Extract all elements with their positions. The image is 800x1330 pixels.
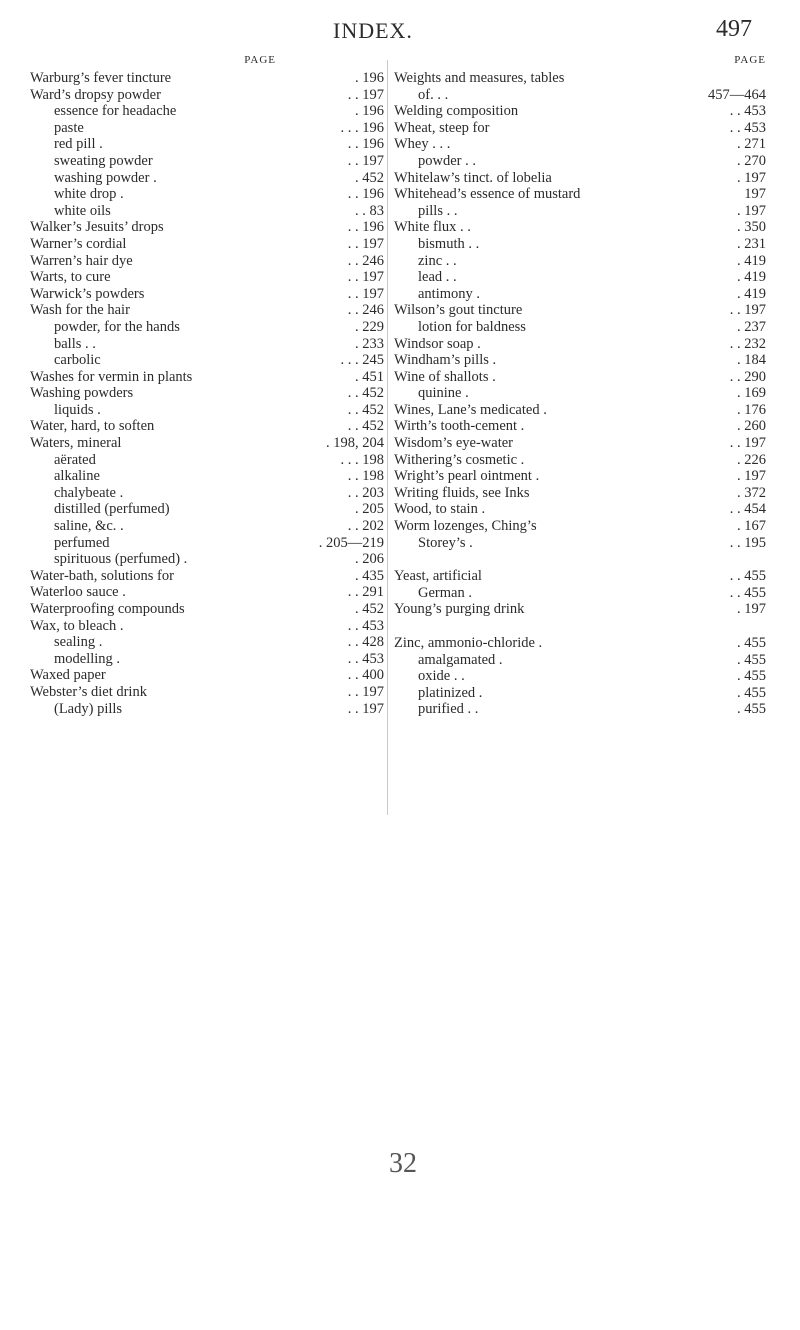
entry-page-ref: . 198, 204 <box>326 435 384 452</box>
entry-page-ref: . . 453 <box>729 103 766 120</box>
entry-term: purified . . <box>418 701 479 718</box>
entry-term: antimony . <box>418 285 481 302</box>
index-entry <box>30 501 384 518</box>
entry-term: amalgamated . <box>418 651 503 668</box>
entry-page-ref: . . 197 <box>347 86 384 103</box>
entry-page-ref: . 197 <box>737 202 766 219</box>
entry-page-ref: . 184 <box>737 352 766 369</box>
entry-term: Writing fluids, see Inks <box>394 484 530 501</box>
entry-page-ref: . . 196 <box>347 219 384 236</box>
entry-page-ref: 457—464 <box>708 86 766 103</box>
index-entry <box>30 153 384 170</box>
entry-page-ref: . 205—219 <box>318 534 384 551</box>
column-heading: PAGE <box>734 54 766 66</box>
index-entry <box>30 701 384 718</box>
index-entry <box>30 170 384 187</box>
entry-term: paste <box>54 119 84 136</box>
entry-page-ref: . 231 <box>737 235 766 252</box>
entry-page-ref: . 451 <box>355 368 384 385</box>
index-entry <box>394 518 766 535</box>
index-entry <box>30 269 384 286</box>
index-entry <box>394 269 766 286</box>
column-heading: PAGE <box>244 54 276 66</box>
index-entry <box>394 435 766 452</box>
entry-term: Withering’s cosmetic . <box>394 451 525 468</box>
index-entry <box>394 385 766 402</box>
index-column-left <box>30 53 384 717</box>
entry-page-ref: . 455 <box>737 635 766 651</box>
entry-page-ref: . 197 <box>737 468 766 485</box>
entry-term: Wright’s pearl ointment . <box>394 468 540 485</box>
entry-term: Washes for vermin in plants <box>30 368 193 385</box>
entry-term: alkaline <box>54 468 100 485</box>
entry-term: of. . . <box>418 86 449 103</box>
entry-page-ref: . . 453 <box>347 650 384 667</box>
entry-page-ref: . 419 <box>737 285 766 302</box>
index-entry <box>30 551 384 568</box>
entry-term: white oils <box>54 202 111 219</box>
page-header <box>0 14 800 44</box>
entry-page-ref: . 229 <box>355 318 384 335</box>
entry-term: white drop . <box>54 186 124 203</box>
index-entry <box>30 286 384 303</box>
entry-term: White flux . . <box>394 219 471 236</box>
entry-term: Wheat, steep for <box>394 119 490 136</box>
page-number: 497 <box>716 16 752 42</box>
entry-term: Weights and measures, tables <box>394 70 565 86</box>
entry-term: powder, for the hands <box>54 318 180 335</box>
index-column-right <box>394 53 766 718</box>
index-entry <box>30 319 384 336</box>
index-entry <box>394 601 766 618</box>
entry-term: zinc . . <box>418 252 457 269</box>
entry-page-ref: . 237 <box>737 318 766 335</box>
index-entry <box>30 352 384 369</box>
index-entry <box>394 501 766 518</box>
entry-term: red pill . <box>54 136 103 153</box>
index-entry <box>394 701 766 718</box>
entry-page-ref: . . 246 <box>347 302 384 319</box>
entry-term: Wax, to bleach . <box>30 617 124 634</box>
entry-page-ref: . . 196 <box>347 136 384 153</box>
index-entry <box>394 585 766 602</box>
entry-term: pills . . <box>418 202 458 219</box>
entry-page-ref: . . . 245 <box>340 352 384 369</box>
entry-term: Whitelaw’s tinct. of lobelia <box>394 169 552 186</box>
index-entries <box>30 70 384 717</box>
entry-term: Water-bath, solutions for <box>30 567 174 584</box>
entry-term: German . <box>418 584 472 601</box>
index-entry <box>30 385 384 402</box>
entry-term: Wood, to stain . <box>394 501 486 518</box>
entry-term: Washing powders <box>30 385 134 402</box>
entry-page-ref: . 197 <box>737 169 766 186</box>
index-entry <box>394 369 766 386</box>
entry-page-ref: . 260 <box>737 418 766 435</box>
index-entry <box>30 87 384 104</box>
entry-page-ref: . . 196 <box>347 186 384 203</box>
entry-page-ref: . . 246 <box>347 252 384 269</box>
entry-page-ref: . . 197 <box>347 235 384 252</box>
entry-page-ref: . 455 <box>737 701 766 718</box>
entry-page-ref: . . 197 <box>347 269 384 286</box>
entry-page-ref: . . 197 <box>729 302 766 319</box>
entry-term: spirituous (perfumed) . <box>54 551 188 568</box>
entry-page-ref: . 206 <box>355 551 384 568</box>
entry-page-ref: . 197 <box>737 601 766 618</box>
entry-term: sealing . <box>54 634 103 651</box>
index-entry <box>30 203 384 220</box>
entry-term: carbolic <box>54 352 101 369</box>
entry-term: Waterloo sauce . <box>30 584 126 601</box>
entry-page-ref: . . 197 <box>347 285 384 302</box>
index-entry <box>30 402 384 419</box>
index-entry <box>394 286 766 303</box>
index-entry <box>394 485 766 502</box>
entry-page-ref: . 435 <box>355 567 384 584</box>
entry-page-ref: . . 454 <box>729 501 766 518</box>
entry-page-ref: . 350 <box>737 219 766 236</box>
index-entry <box>394 136 766 153</box>
entry-page-ref: . 270 <box>737 152 766 169</box>
entry-page-ref: . . 453 <box>729 119 766 136</box>
column-divider <box>387 60 388 815</box>
index-entry <box>30 219 384 236</box>
index-entry <box>30 186 384 203</box>
entry-term: perfumed <box>54 534 110 551</box>
entry-term: Wine of shallots . <box>394 368 496 385</box>
entry-page-ref: . 419 <box>737 252 766 269</box>
entry-page-ref: . 233 <box>355 335 384 352</box>
entry-term: Water, hard, to soften <box>30 418 155 435</box>
entry-page-ref: . 226 <box>737 451 766 468</box>
index-entry <box>30 651 384 668</box>
entry-term: quinine . <box>418 385 469 402</box>
entry-page-ref: . . 83 <box>355 202 384 219</box>
entry-page-ref: . 167 <box>737 518 766 535</box>
entry-term: Zinc, ammonio-chloride . <box>394 635 543 651</box>
index-entry <box>30 302 384 319</box>
index-entry <box>394 668 766 685</box>
index-entry <box>30 336 384 353</box>
entry-page-ref: . . 455 <box>729 584 766 601</box>
index-entry <box>30 120 384 137</box>
index-entry <box>394 685 766 702</box>
entry-term: chalybeate . <box>54 484 124 501</box>
index-entry <box>394 236 766 253</box>
entry-term: washing powder . <box>54 169 157 186</box>
entry-page-ref: . . 202 <box>347 518 384 535</box>
index-entry <box>30 535 384 552</box>
index-entry <box>394 319 766 336</box>
index-entry <box>30 584 384 601</box>
entry-page-ref: . 372 <box>737 484 766 501</box>
entry-page-ref: . 196 <box>355 103 384 120</box>
index-entry <box>394 219 766 236</box>
entry-term: liquids . <box>54 401 101 418</box>
entry-page-ref: . 455 <box>737 684 766 701</box>
entry-term: balls . . <box>54 335 96 352</box>
entry-term: Waterproofing compounds <box>30 601 185 617</box>
entry-page-ref: . 452 <box>355 601 384 617</box>
index-entry <box>30 568 384 585</box>
entry-term: Warren’s hair dye <box>30 252 133 269</box>
entry-term: Yeast, artificial <box>394 568 482 585</box>
entry-term: Walker’s Jesuits’ drops <box>30 219 164 236</box>
entry-term: Worm lozenges, Ching’s <box>394 518 537 535</box>
index-entry <box>394 418 766 435</box>
entry-term: Warts, to cure <box>30 269 111 286</box>
entry-term: Welding composition <box>394 103 519 120</box>
entry-page-ref: . . 452 <box>347 401 384 418</box>
entry-page-ref: . 169 <box>737 385 766 402</box>
index-entry <box>30 667 384 684</box>
entry-page-ref: . . 452 <box>347 385 384 402</box>
index-entry <box>30 601 384 618</box>
entry-page-ref: . 176 <box>737 401 766 418</box>
index-entry <box>394 103 766 120</box>
entry-term: Warburg’s fever tincture <box>30 70 172 86</box>
index-entry <box>394 635 766 652</box>
entry-term: Storey’s . <box>418 534 473 551</box>
entry-term: Waxed paper <box>30 667 106 684</box>
entry-term: Young’s purging drink <box>394 601 525 618</box>
index-entry <box>394 153 766 170</box>
index-entry <box>394 402 766 419</box>
index-entry <box>394 302 766 319</box>
index-entry <box>394 170 766 187</box>
entry-page-ref: . . 197 <box>347 700 384 717</box>
entry-term: Windsor soap . <box>394 335 481 352</box>
index-entry <box>394 652 766 669</box>
index-entry <box>394 535 766 552</box>
entry-page-ref: . 419 <box>737 269 766 286</box>
index-entry <box>394 203 766 220</box>
index-entry <box>30 70 384 87</box>
index-entry <box>394 452 766 469</box>
entry-page-ref: . 452 <box>355 169 384 186</box>
entry-term: powder . . <box>418 152 476 169</box>
entry-term: distilled (perfumed) <box>54 501 170 518</box>
entry-term: oxide . . <box>418 668 465 685</box>
entry-term: Warner’s cordial <box>30 235 127 252</box>
entry-term: (Lady) pills <box>54 700 123 717</box>
entry-page-ref: . 196 <box>355 70 384 86</box>
entry-term: Whitehead’s essence of mustard <box>394 186 581 203</box>
index-entry <box>30 236 384 253</box>
entry-page-ref: . . . 198 <box>340 451 384 468</box>
entry-page-ref: . . 452 <box>347 418 384 435</box>
index-entry <box>30 485 384 502</box>
running-title: INDEX. <box>333 18 413 43</box>
index-entry <box>30 103 384 120</box>
index-entry <box>30 452 384 469</box>
entry-page-ref: . 271 <box>737 136 766 153</box>
index-entry <box>30 618 384 635</box>
index-entry <box>394 87 766 104</box>
entry-term: Windham’s pills . <box>394 352 497 369</box>
index-entry <box>394 186 766 203</box>
index-entry <box>394 70 766 87</box>
entry-page-ref: . . 198 <box>347 468 384 485</box>
entry-term: Waters, mineral <box>30 435 122 452</box>
entry-term: lead . . <box>418 269 457 286</box>
index-entry <box>394 468 766 485</box>
entry-term: sweating powder <box>54 152 153 169</box>
entry-page-ref: . 455 <box>737 668 766 685</box>
entry-term: platinized . <box>418 684 483 701</box>
entry-term: essence for headache <box>54 103 177 120</box>
entry-term: aërated <box>54 451 96 468</box>
index-entry <box>30 435 384 452</box>
entry-page-ref: . . 197 <box>729 435 766 452</box>
entry-page-ref: . . . 196 <box>340 119 384 136</box>
entry-term: Wines, Lane’s medicated . <box>394 401 547 418</box>
entry-page-ref: . . 291 <box>347 584 384 601</box>
entry-term: Wash for the hair <box>30 302 130 319</box>
entry-term: Ward’s dropsy powder <box>30 86 161 103</box>
entry-page-ref: . . 195 <box>729 534 766 551</box>
entry-page-ref: . . 232 <box>729 335 766 352</box>
entry-page-ref: 197 <box>744 186 766 203</box>
index-entry <box>30 468 384 485</box>
entry-page-ref: . 455 <box>737 651 766 668</box>
entry-term: Warwick’s powders <box>30 285 145 302</box>
entry-term: Wilson’s gout tincture <box>394 302 523 319</box>
index-entries <box>394 70 766 718</box>
index-entry <box>30 369 384 386</box>
index-entry <box>394 352 766 369</box>
entry-page-ref: . . 203 <box>347 484 384 501</box>
index-entry <box>394 336 766 353</box>
index-entry <box>30 518 384 535</box>
entry-page-ref: . . 197 <box>347 683 384 700</box>
index-entry <box>30 684 384 701</box>
entry-term: saline, &c. . <box>54 518 124 535</box>
entry-page-ref: . 205 <box>355 501 384 518</box>
entry-term: Wirth’s tooth-cement . <box>394 418 525 435</box>
entry-term: Wisdom’s eye-water <box>394 435 514 452</box>
entry-page-ref: . . 197 <box>347 152 384 169</box>
index-entry <box>30 418 384 435</box>
entry-page-ref: . . 455 <box>729 568 766 585</box>
signature-mark: 32 <box>389 1148 417 1179</box>
entry-page-ref: . . 290 <box>729 368 766 385</box>
entry-term: modelling . <box>54 650 121 667</box>
entry-page-ref: . . 400 <box>347 667 384 684</box>
entry-term: Webster’s diet drink <box>30 683 147 700</box>
index-entry <box>30 136 384 153</box>
index-entry <box>30 634 384 651</box>
entry-term: Whey . . . <box>394 136 451 153</box>
index-entry <box>394 253 766 270</box>
index-entry <box>394 568 766 585</box>
entry-term: lotion for baldness <box>418 318 526 335</box>
entry-term: bismuth . . <box>418 235 480 252</box>
entry-page-ref: . . 453 <box>347 617 384 634</box>
index-entry <box>394 120 766 137</box>
entry-page-ref: . . 428 <box>347 634 384 651</box>
index-entry <box>30 253 384 270</box>
